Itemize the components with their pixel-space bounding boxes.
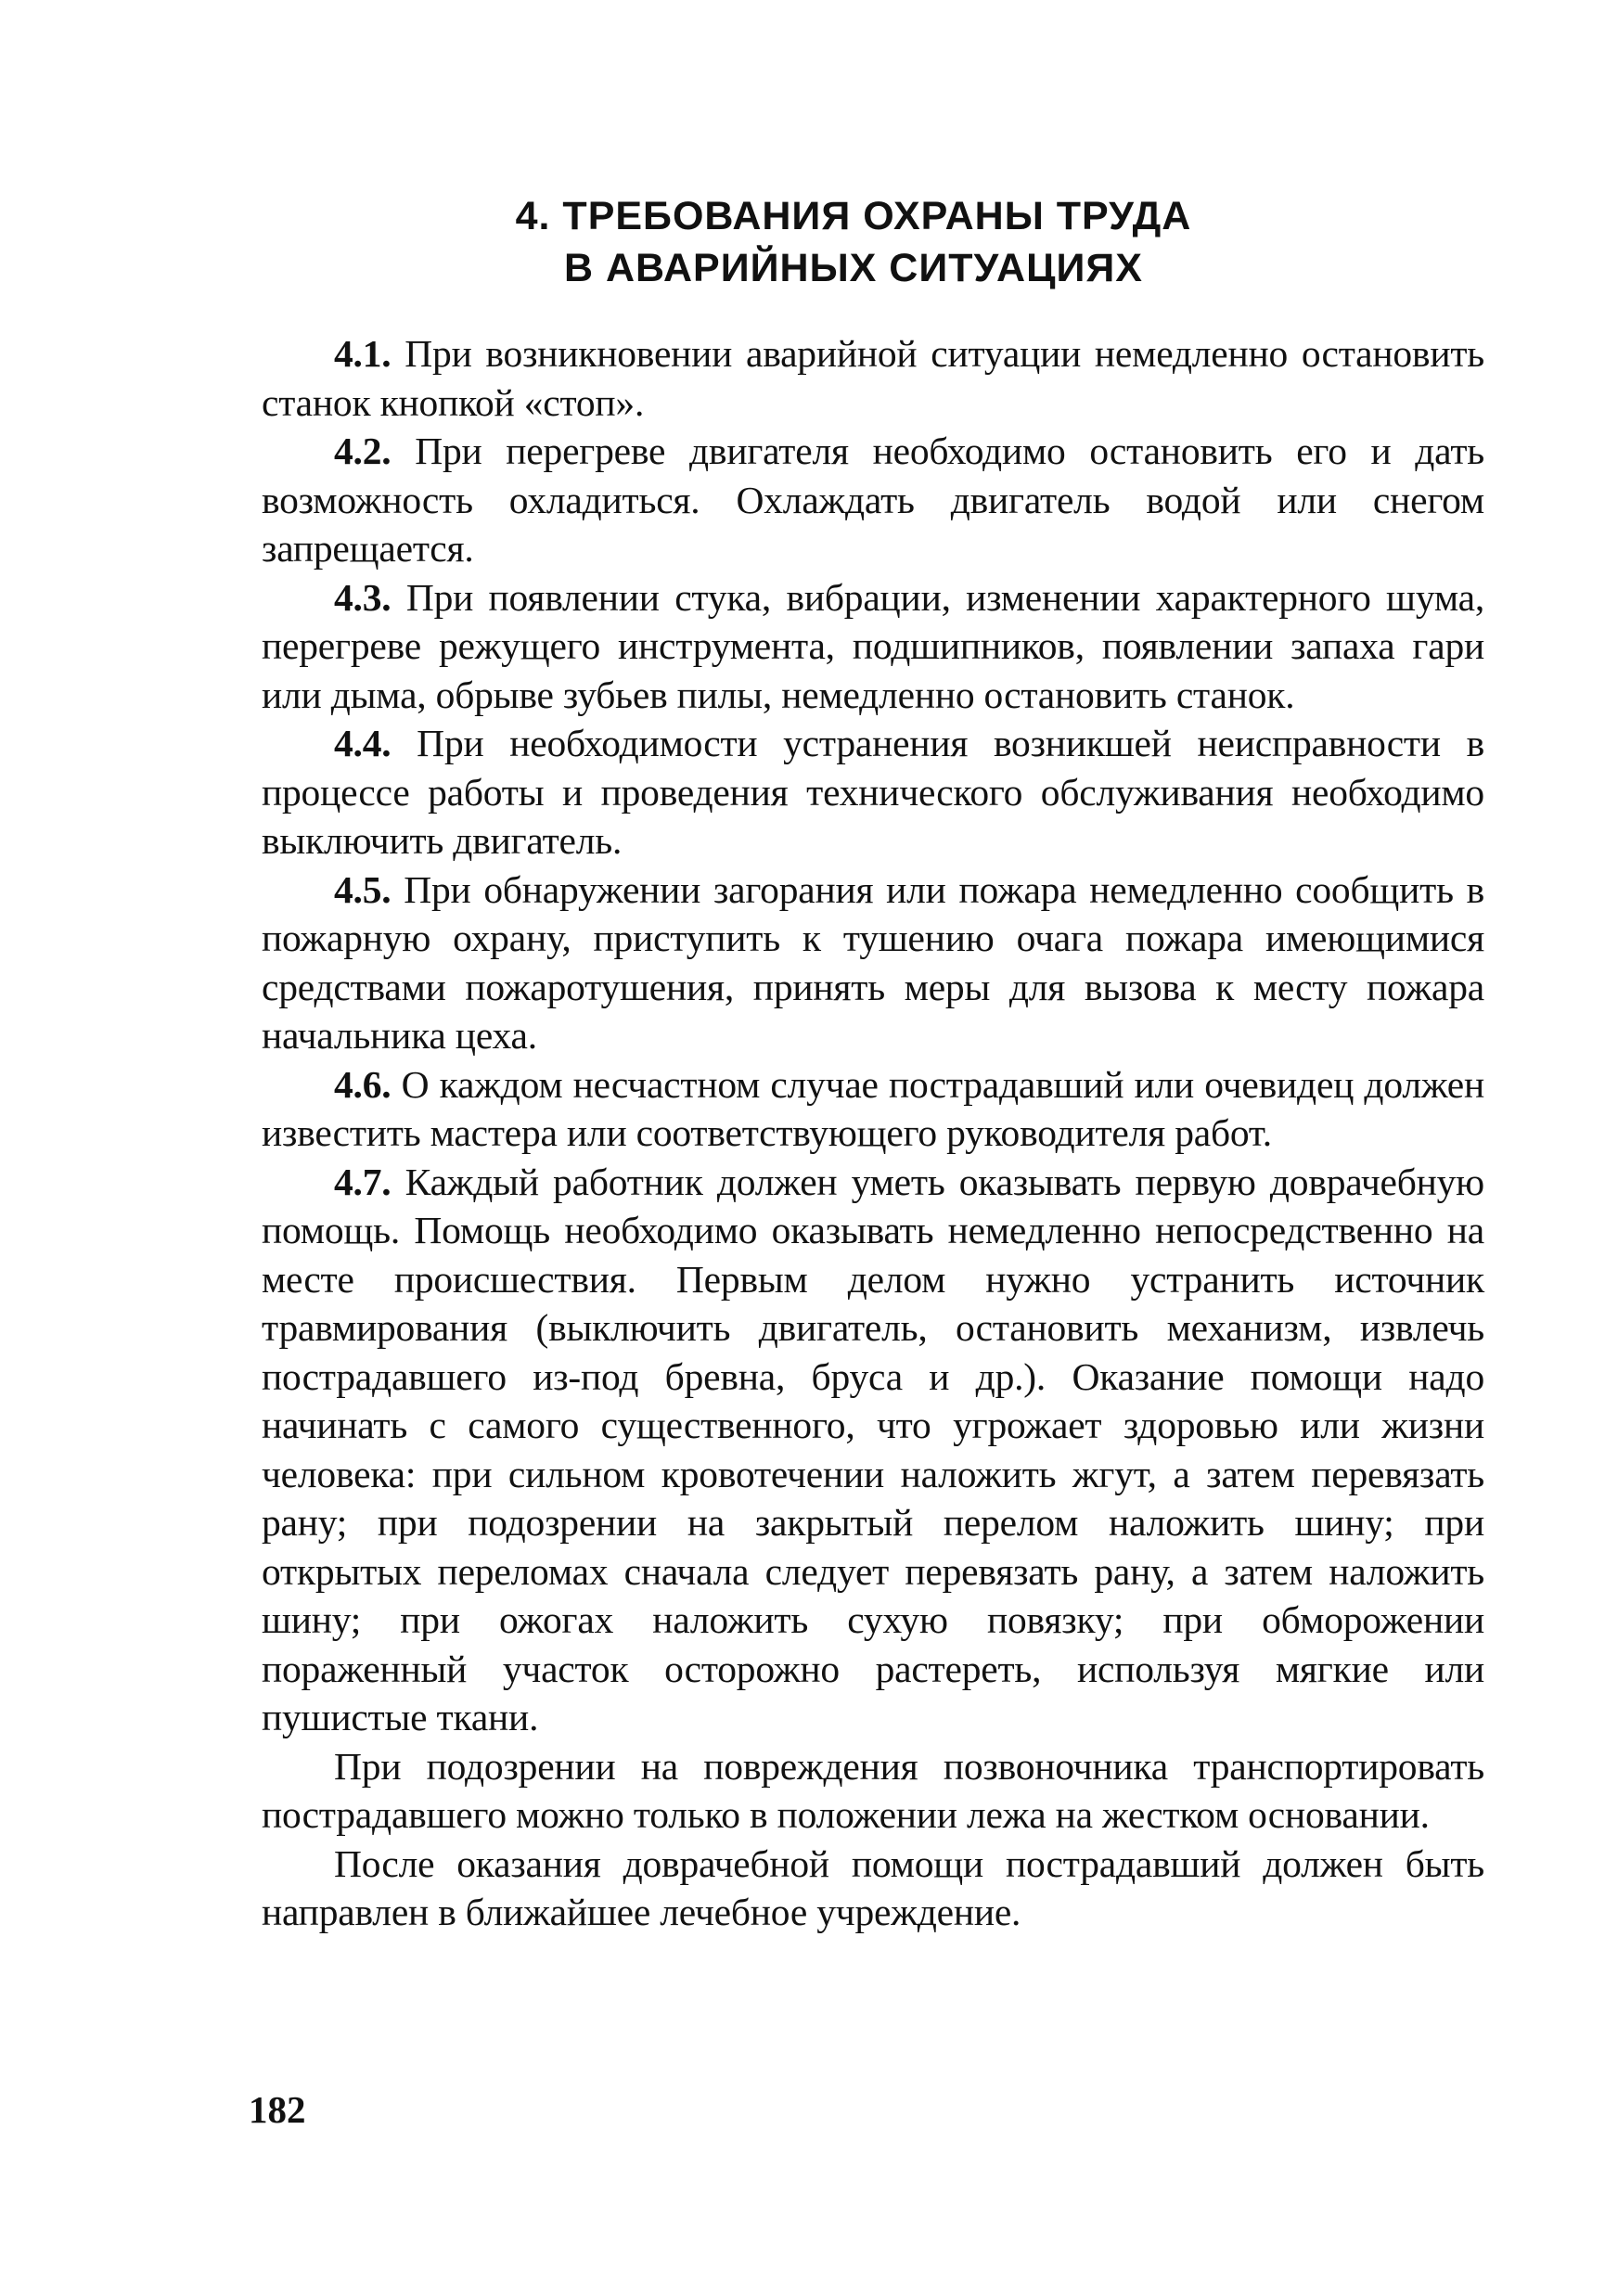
clause-number: 4.5.	[334, 867, 392, 911]
clause-4-6	[262, 1060, 1484, 1158]
clause-number: 4.2.	[334, 430, 392, 472]
section-body	[262, 329, 1484, 1937]
clause-text: Каждый работник должен уметь оказывать первую доврачебную помощь. Помощь необходимо оказывать немедленно непосредственно на месте происшествия. Первым делом нужно устранить источник травмирования (выключить двигатель, остановить механизм, извлечь пострадавшего из-под бревна, бруса и др.). Оказание помощи надо начинать с самого существенного, что угрожает здоровью или жизни человека: при сильном кровотечении наложить жгут, а затем перевязать рану; при подозрении на закрытый перелом наложить шину; при открытых переломах сначала следует перевязать рану, а затем наложить шину; при ожогах наложить сухую повязку; при обморожении пораженный участок осторожно растереть, используя мягкие или пушистые ткани.	[262, 1160, 1484, 1738]
page-number: 182	[249, 2088, 306, 2131]
clause-text: При появлении стука, вибрации, изменении характерного шума, перегреве режущего инструмента, подшипников, появлении запаха гари или дыма, обрыве зубьев пилы, немедленно остановить станок.	[262, 575, 1484, 716]
clause-text: При обнаружении загорания или пожара немедленно сообщить в пожарную охрану, приступить к тушению очага пожара имеющимися средствами пожаротушения, принять меры для вызова к месту пожара начальника цеха.	[262, 867, 1484, 1057]
clause-4-4	[262, 719, 1484, 866]
section-heading-line-2: В АВАРИЙНЫХ СИТУАЦИЯХ	[564, 246, 1143, 290]
clause-number: 4.7.	[334, 1160, 392, 1203]
clause-number: 4.3.	[334, 575, 392, 619]
clause-4-2	[262, 427, 1484, 573]
clause-text: При возникновении аварийной ситуации немедленно остановить станок кнопкой «стоп».	[262, 332, 1484, 424]
section-heading	[0, 190, 1605, 294]
clause-text: О каждом несчастном случае пострадавший или очевидец должен известить мастера или соответствующего руководителя работ.	[262, 1062, 1484, 1154]
section-heading-line-1: 4. ТРЕБОВАНИЯ ОХРАНЫ ТРУДА	[515, 194, 1192, 238]
clause-number: 4.1.	[334, 332, 392, 375]
clause-4-1	[262, 329, 1484, 427]
clause-number: 4.6.	[334, 1062, 392, 1106]
clause-4-5	[262, 866, 1484, 1060]
clause-number: 4.4.	[334, 722, 392, 764]
clause-text: При перегреве двигателя необходимо остановить его и дать возможность охладиться. Охлаждать двигатель водой или снегом запрещается.	[262, 430, 1484, 570]
clause-4-3	[262, 573, 1484, 720]
paragraph-spine-injury: При подозрении на повреждения позвоночника транспортировать пострадавшего можно только в положении лежа на жестком основании.	[262, 1744, 1484, 1836]
paragraph-after-first-aid: После оказания доврачебной помощи пострадавший должен быть направлен в ближайшее лечебное учреждение.	[262, 1841, 1484, 1933]
clause-4-7	[262, 1158, 1484, 1742]
clause-text: При необходимости устранения возникшей неисправности в процессе работы и проведения технического обслуживания необходимо выключить двигатель.	[262, 722, 1484, 862]
